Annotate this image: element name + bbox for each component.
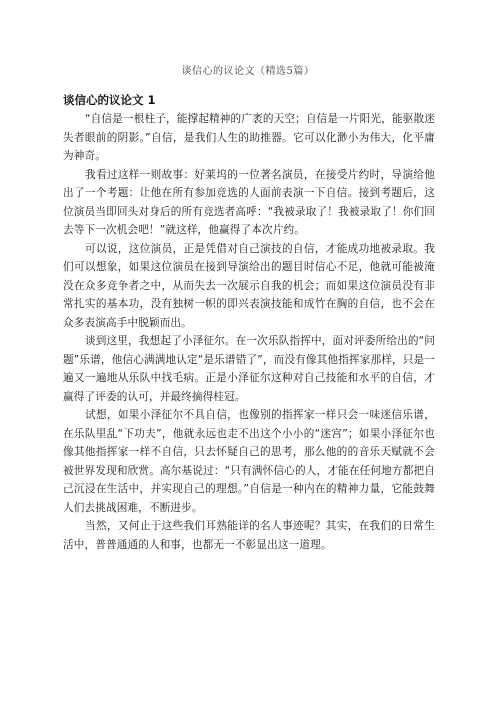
- page-header-title: 谈信心的议论文（精选5篇）: [181, 66, 315, 77]
- paragraph-daily-life: 当然，又何止于这些我们耳熟能详的名人事迹呢？其实，在我们的日常生活中，普普通通的人和事，也都无一不彰显出这一道理。: [63, 520, 435, 551]
- paragraph-quote-intro: “自信是一根柱子，能撑起精神的广袤的天空；自信是一片阳光，能驱散迷失者眼前的阴影。”自信，是我们人生的助推器。它可以化渺小为伟大，化平庸为神奇。: [63, 113, 435, 162]
- paragraph-ozawa-analysis: 试想，如果小泽征尔不具自信，也像别的指挥家一样只会一味迷信乐谱，在乐队里乱“下功夫”，他就永远也走不出这个小小的“迷宫”；如果小泽征尔也像其他指挥家一样不自信，只去怀疑自己的思考，那么他的的音乐天赋就不会被世界发现和欣赏。高尔基说过：“只有满怀信心的人，才能在任何地方都把自己沉浸在生活中，并实现自己的理想。”自信是一种内在的精神力量，它能鼓舞人们去挑战困难，不断进步。: [63, 409, 435, 514]
- essay-body: [63, 92, 435, 554]
- paragraph-hollywood-story: 我看过这样一则故事：好莱坞的一位著名演员，在接受片约时，导演给他出了一个考题：让他在所有参加竞选的人面前表演一下自信。接到考题后，这位演员当即回头对身后的所有竞选者高呼：“我被录取了！我被录取了！你们回去等下一次机会吧！”就这样，他赢得了本次片约。: [63, 168, 435, 236]
- essay-title: 谈信心的议论文 1: [63, 93, 156, 107]
- paragraph-ozawa-story: 谈到这里，我想起了小泽征尔。在一次乐队指挥中，面对评委所给出的“问题”乐谱，他信心满满地认定“是乐谱错了”，而没有像其他指挥家那样，只是一遍又一遍地从乐队中找毛病。正是小泽征尔这种对自己技能和水平的自信，才赢得了评委的认可，并最终摘得桂冠。: [63, 335, 435, 403]
- paragraph-actor-analysis: 可以说，这位演员，正是凭借对自己演技的自信，才能成功地被录取。我们可以想象，如果这位演员在接到导演给出的题目时信心不足，他就可能被淹没在众多竞争者之中，从而失去一次展示自我的机会；而如果这位演员没有非常扎实的基本功，没有独树一帜的即兴表演技能和成竹在胸的自信，也不会在众多表演高手中脱颖而出。: [63, 242, 435, 329]
